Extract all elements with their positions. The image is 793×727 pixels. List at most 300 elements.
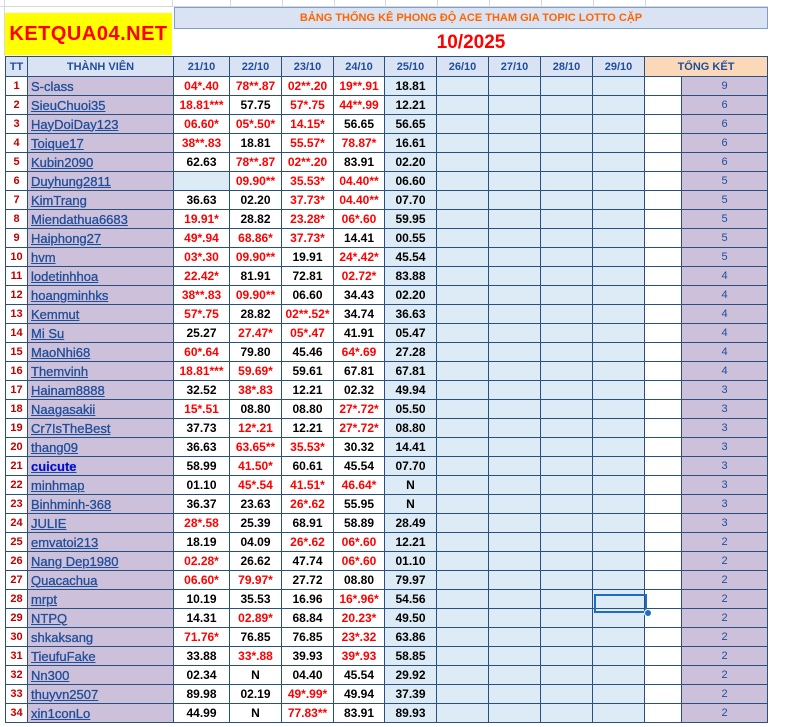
result-cell[interactable]: 59.61	[282, 362, 334, 381]
empty-result-cell[interactable]	[541, 286, 593, 305]
result-cell[interactable]: 36.63	[385, 305, 437, 324]
header-date[interactable]: 23/10	[282, 57, 334, 77]
row-number-cell[interactable]: 24	[6, 514, 28, 533]
result-cell[interactable]: 37.73*	[282, 229, 334, 248]
total-cell[interactable]: 3	[682, 457, 768, 476]
header-date[interactable]: 21/10	[174, 57, 230, 77]
empty-result-cell[interactable]	[489, 457, 541, 476]
result-cell[interactable]: 55.95	[334, 495, 385, 514]
result-cell[interactable]: 02**.20	[282, 77, 334, 96]
empty-result-cell[interactable]	[593, 685, 645, 704]
result-cell[interactable]: 02.20	[230, 191, 282, 210]
empty-result-cell[interactable]	[489, 552, 541, 571]
member-name-cell[interactable]: Binhminh-368	[28, 495, 174, 514]
result-cell[interactable]: 68.84	[282, 609, 334, 628]
result-cell[interactable]: 83.88	[385, 267, 437, 286]
result-cell[interactable]: 49.94	[385, 381, 437, 400]
result-cell[interactable]: 02.28*	[174, 552, 230, 571]
result-cell[interactable]: 16.61	[385, 134, 437, 153]
result-cell[interactable]: 35.53*	[282, 172, 334, 191]
empty-result-cell[interactable]	[593, 134, 645, 153]
row-number-cell[interactable]: 8	[6, 210, 28, 229]
row-number-cell[interactable]: 22	[6, 476, 28, 495]
member-name-cell[interactable]: Duyhung2811	[28, 172, 174, 191]
result-cell[interactable]: 57.75	[230, 96, 282, 115]
header-tt[interactable]: TT	[6, 57, 28, 77]
empty-result-cell[interactable]	[437, 666, 489, 685]
result-cell[interactable]: 33*.88	[230, 647, 282, 666]
result-cell[interactable]: 26*.62	[282, 533, 334, 552]
result-cell[interactable]: 02.19	[230, 685, 282, 704]
member-name-cell[interactable]: Nn300	[28, 666, 174, 685]
spacer-cell[interactable]	[645, 533, 682, 552]
empty-result-cell[interactable]	[489, 248, 541, 267]
spacer-cell[interactable]	[645, 495, 682, 514]
total-cell[interactable]: 5	[682, 210, 768, 229]
total-cell[interactable]: 4	[682, 305, 768, 324]
total-cell[interactable]: 5	[682, 248, 768, 267]
result-cell[interactable]: 79.80	[230, 343, 282, 362]
spacer-cell[interactable]	[645, 628, 682, 647]
result-cell[interactable]: 45.54	[334, 666, 385, 685]
member-name-cell[interactable]: S-class	[28, 77, 174, 96]
empty-result-cell[interactable]	[437, 704, 489, 723]
empty-result-cell[interactable]	[593, 381, 645, 400]
result-cell[interactable]: 14.41	[334, 229, 385, 248]
row-number-cell[interactable]: 12	[6, 286, 28, 305]
row-number-cell[interactable]: 7	[6, 191, 28, 210]
empty-result-cell[interactable]	[593, 229, 645, 248]
member-name-cell[interactable]: shkaksang	[28, 628, 174, 647]
spacer-cell[interactable]	[645, 134, 682, 153]
result-cell[interactable]: N	[230, 704, 282, 723]
result-cell[interactable]: 05*.50*	[230, 115, 282, 134]
spacer-cell[interactable]	[645, 172, 682, 191]
result-cell[interactable]: 49*.99*	[282, 685, 334, 704]
row-number-cell[interactable]: 25	[6, 533, 28, 552]
result-cell[interactable]: 64*.69	[334, 343, 385, 362]
spacer-cell[interactable]	[645, 552, 682, 571]
result-cell[interactable]: 58.85	[385, 647, 437, 666]
result-cell[interactable]: 28.49	[385, 514, 437, 533]
empty-result-cell[interactable]	[437, 343, 489, 362]
header-date[interactable]: 27/10	[489, 57, 541, 77]
empty-result-cell[interactable]	[593, 419, 645, 438]
result-cell[interactable]: 35.53	[230, 590, 282, 609]
spacer-cell[interactable]	[645, 647, 682, 666]
member-name-cell[interactable]: KimTrang	[28, 191, 174, 210]
row-number-cell[interactable]: 28	[6, 590, 28, 609]
result-cell[interactable]: 89.93	[385, 704, 437, 723]
result-cell[interactable]: 72.81	[282, 267, 334, 286]
total-cell[interactable]: 2	[682, 685, 768, 704]
empty-result-cell[interactable]	[489, 172, 541, 191]
result-cell[interactable]: 67.81	[334, 362, 385, 381]
member-name-cell[interactable]: Themvinh	[28, 362, 174, 381]
empty-result-cell[interactable]	[437, 267, 489, 286]
empty-result-cell[interactable]	[437, 419, 489, 438]
row-number-cell[interactable]: 23	[6, 495, 28, 514]
row-number-cell[interactable]: 4	[6, 134, 28, 153]
result-cell[interactable]: 34.43	[334, 286, 385, 305]
empty-result-cell[interactable]	[437, 362, 489, 381]
result-cell[interactable]: 41.51*	[282, 476, 334, 495]
row-number-cell[interactable]: 9	[6, 229, 28, 248]
spacer-cell[interactable]	[645, 476, 682, 495]
empty-result-cell[interactable]	[437, 590, 489, 609]
spacer-cell[interactable]	[645, 229, 682, 248]
spacer-cell[interactable]	[645, 267, 682, 286]
empty-result-cell[interactable]	[437, 609, 489, 628]
result-cell[interactable]: 01.10	[385, 552, 437, 571]
result-cell[interactable]: 28.82	[230, 210, 282, 229]
result-cell[interactable]: 08.80	[334, 571, 385, 590]
member-name-cell[interactable]: JULIE	[28, 514, 174, 533]
total-cell[interactable]: 5	[682, 229, 768, 248]
spacer-cell[interactable]	[645, 457, 682, 476]
empty-result-cell[interactable]	[541, 590, 593, 609]
member-name-cell[interactable]: thuyvn2507	[28, 685, 174, 704]
empty-result-cell[interactable]	[541, 267, 593, 286]
result-cell[interactable]: 45*.54	[230, 476, 282, 495]
empty-result-cell[interactable]	[541, 324, 593, 343]
total-cell[interactable]: 2	[682, 609, 768, 628]
member-name-cell[interactable]: NTPQ	[28, 609, 174, 628]
total-cell[interactable]: 3	[682, 419, 768, 438]
row-number-cell[interactable]: 19	[6, 419, 28, 438]
result-cell[interactable]: 25.27	[174, 324, 230, 343]
result-cell[interactable]: 14.31	[174, 609, 230, 628]
fill-handle[interactable]	[644, 609, 652, 617]
spacer-cell[interactable]	[645, 514, 682, 533]
result-cell[interactable]: 02.20	[385, 153, 437, 172]
result-cell[interactable]: 04.40**	[334, 191, 385, 210]
result-cell[interactable]: 63.65**	[230, 438, 282, 457]
result-cell[interactable]: 37.73*	[282, 191, 334, 210]
row-number-cell[interactable]: 17	[6, 381, 28, 400]
result-cell[interactable]: 23*.32	[334, 628, 385, 647]
member-name-cell[interactable]: SieuChuoi35	[28, 96, 174, 115]
spacer-cell[interactable]	[645, 438, 682, 457]
spacer-cell[interactable]	[645, 400, 682, 419]
empty-result-cell[interactable]	[593, 400, 645, 419]
result-cell[interactable]: 07.70	[385, 191, 437, 210]
member-name-cell[interactable]: Naagasakii	[28, 400, 174, 419]
result-cell[interactable]: 25.39	[230, 514, 282, 533]
result-cell[interactable]: 79.97*	[230, 571, 282, 590]
result-cell[interactable]: 22.42*	[174, 267, 230, 286]
result-cell[interactable]: 18.81	[385, 77, 437, 96]
result-cell[interactable]: 05.50	[385, 400, 437, 419]
result-cell[interactable]: 19.91	[282, 248, 334, 267]
result-cell[interactable]: 78**.87	[230, 153, 282, 172]
result-cell[interactable]: 27.47*	[230, 324, 282, 343]
result-cell[interactable]: N	[230, 666, 282, 685]
header-date[interactable]: 24/10	[334, 57, 385, 77]
total-cell[interactable]: 3	[682, 400, 768, 419]
result-cell[interactable]: N	[385, 476, 437, 495]
total-cell[interactable]: 4	[682, 343, 768, 362]
member-name-cell[interactable]: TieufuFake	[28, 647, 174, 666]
empty-result-cell[interactable]	[489, 628, 541, 647]
total-cell[interactable]: 3	[682, 514, 768, 533]
row-number-cell[interactable]: 31	[6, 647, 28, 666]
result-cell[interactable]: 49.50	[385, 609, 437, 628]
member-name-cell[interactable]: Haiphong27	[28, 229, 174, 248]
empty-result-cell[interactable]	[489, 324, 541, 343]
result-cell[interactable]: 30.32	[334, 438, 385, 457]
empty-result-cell[interactable]	[437, 191, 489, 210]
empty-result-cell[interactable]	[593, 571, 645, 590]
result-cell[interactable]: 04.40**	[334, 172, 385, 191]
empty-result-cell[interactable]	[489, 647, 541, 666]
total-cell[interactable]: 2	[682, 571, 768, 590]
row-number-cell[interactable]: 10	[6, 248, 28, 267]
result-cell[interactable]: 33.88	[174, 647, 230, 666]
result-cell[interactable]: 08.80	[385, 419, 437, 438]
result-cell[interactable]: 18.19	[174, 533, 230, 552]
row-number-cell[interactable]: 27	[6, 571, 28, 590]
empty-result-cell[interactable]	[437, 571, 489, 590]
result-cell[interactable]: 71.76*	[174, 628, 230, 647]
result-cell[interactable]: 41.50*	[230, 457, 282, 476]
spacer-cell[interactable]	[645, 571, 682, 590]
spacer-cell[interactable]	[645, 419, 682, 438]
result-cell[interactable]: 14.15*	[282, 115, 334, 134]
total-cell[interactable]: 5	[682, 172, 768, 191]
total-cell[interactable]: 3	[682, 381, 768, 400]
empty-result-cell[interactable]	[541, 685, 593, 704]
empty-result-cell[interactable]	[593, 115, 645, 134]
result-cell[interactable]: 59.69*	[230, 362, 282, 381]
result-cell[interactable]: 79.97	[385, 571, 437, 590]
empty-result-cell[interactable]	[541, 647, 593, 666]
row-number-cell[interactable]: 26	[6, 552, 28, 571]
empty-result-cell[interactable]	[437, 400, 489, 419]
empty-result-cell[interactable]	[593, 647, 645, 666]
header-total[interactable]: TỔNG KẾT	[645, 57, 768, 77]
member-name-cell[interactable]: Toique17	[28, 134, 174, 153]
empty-result-cell[interactable]	[437, 495, 489, 514]
result-cell[interactable]: 76.85	[230, 628, 282, 647]
empty-result-cell[interactable]	[489, 495, 541, 514]
empty-result-cell[interactable]	[489, 134, 541, 153]
result-cell[interactable]: N	[385, 495, 437, 514]
empty-result-cell[interactable]	[437, 476, 489, 495]
empty-result-cell[interactable]	[541, 191, 593, 210]
empty-result-cell[interactable]	[593, 210, 645, 229]
result-cell[interactable]: 20.23*	[334, 609, 385, 628]
spacer-cell[interactable]	[645, 381, 682, 400]
member-name-cell[interactable]: xin1conLo	[28, 704, 174, 723]
spacer-cell[interactable]	[645, 96, 682, 115]
empty-result-cell[interactable]	[437, 381, 489, 400]
empty-result-cell[interactable]	[541, 704, 593, 723]
empty-result-cell[interactable]	[489, 96, 541, 115]
empty-result-cell[interactable]	[489, 704, 541, 723]
total-cell[interactable]: 4	[682, 324, 768, 343]
empty-result-cell[interactable]	[593, 172, 645, 191]
result-cell[interactable]: 23.63	[230, 495, 282, 514]
result-cell[interactable]: 29.92	[385, 666, 437, 685]
empty-result-cell[interactable]	[489, 666, 541, 685]
result-cell[interactable]: 24*.42*	[334, 248, 385, 267]
result-cell[interactable]: 62.63	[174, 153, 230, 172]
empty-result-cell[interactable]	[541, 305, 593, 324]
member-name-cell[interactable]: cuicute	[28, 457, 174, 476]
row-number-cell[interactable]: 1	[6, 77, 28, 96]
result-cell[interactable]: 58.89	[334, 514, 385, 533]
header-date[interactable]: 25/10	[385, 57, 437, 77]
empty-result-cell[interactable]	[541, 400, 593, 419]
empty-result-cell[interactable]	[489, 229, 541, 248]
result-cell[interactable]: 10.19	[174, 590, 230, 609]
empty-result-cell[interactable]	[593, 590, 645, 609]
result-cell[interactable]: 67.81	[385, 362, 437, 381]
result-cell[interactable]: 04.40	[282, 666, 334, 685]
spacer-cell[interactable]	[645, 191, 682, 210]
empty-result-cell[interactable]	[593, 609, 645, 628]
empty-result-cell[interactable]	[541, 343, 593, 362]
empty-result-cell[interactable]	[593, 704, 645, 723]
empty-result-cell[interactable]	[489, 286, 541, 305]
member-name-cell[interactable]: Kemmut	[28, 305, 174, 324]
row-number-cell[interactable]: 29	[6, 609, 28, 628]
empty-result-cell[interactable]	[489, 533, 541, 552]
empty-result-cell[interactable]	[489, 77, 541, 96]
result-cell[interactable]: 44.99	[174, 704, 230, 723]
empty-result-cell[interactable]	[489, 115, 541, 134]
result-cell[interactable]: 14.41	[385, 438, 437, 457]
member-name-cell[interactable]: Kubin2090	[28, 153, 174, 172]
total-cell[interactable]: 4	[682, 267, 768, 286]
row-number-cell[interactable]: 21	[6, 457, 28, 476]
empty-result-cell[interactable]	[489, 305, 541, 324]
sheet-month[interactable]: 10/2025	[436, 32, 506, 53]
result-cell[interactable]: 04*.40	[174, 77, 230, 96]
result-cell[interactable]: 18.81***	[174, 96, 230, 115]
result-cell[interactable]: 45.54	[385, 248, 437, 267]
empty-result-cell[interactable]	[593, 267, 645, 286]
total-cell[interactable]: 6	[682, 96, 768, 115]
result-cell[interactable]: 60*.64	[174, 343, 230, 362]
empty-result-cell[interactable]	[541, 419, 593, 438]
empty-result-cell[interactable]	[489, 438, 541, 457]
result-cell[interactable]: 12.21	[282, 419, 334, 438]
result-cell[interactable]: 49.94	[334, 685, 385, 704]
empty-result-cell[interactable]	[489, 381, 541, 400]
empty-result-cell[interactable]	[541, 533, 593, 552]
total-cell[interactable]: 3	[682, 438, 768, 457]
result-cell[interactable]: 47.74	[282, 552, 334, 571]
empty-result-cell[interactable]	[541, 666, 593, 685]
result-cell[interactable]: 28*.58	[174, 514, 230, 533]
result-cell[interactable]: 19.91*	[174, 210, 230, 229]
empty-result-cell[interactable]	[437, 153, 489, 172]
result-cell[interactable]: 15*.51	[174, 400, 230, 419]
empty-result-cell[interactable]	[593, 438, 645, 457]
result-cell[interactable]: 36.37	[174, 495, 230, 514]
result-cell[interactable]: 09.90**	[230, 172, 282, 191]
row-number-cell[interactable]: 6	[6, 172, 28, 191]
empty-result-cell[interactable]	[593, 343, 645, 362]
row-number-cell[interactable]: 5	[6, 153, 28, 172]
empty-result-cell[interactable]	[437, 628, 489, 647]
result-cell[interactable]: 78.87*	[334, 134, 385, 153]
total-cell[interactable]: 4	[682, 286, 768, 305]
result-cell[interactable]: 12*.21	[230, 419, 282, 438]
result-cell[interactable]: 02.34	[174, 666, 230, 685]
spacer-cell[interactable]	[645, 248, 682, 267]
result-cell[interactable]: 00.55	[385, 229, 437, 248]
row-number-cell[interactable]: 20	[6, 438, 28, 457]
result-cell[interactable]: 39*.93	[334, 647, 385, 666]
member-name-cell[interactable]: hvm	[28, 248, 174, 267]
result-cell[interactable]: 56.65	[385, 115, 437, 134]
empty-result-cell[interactable]	[437, 438, 489, 457]
row-number-cell[interactable]: 13	[6, 305, 28, 324]
empty-result-cell[interactable]	[541, 495, 593, 514]
result-cell[interactable]: 12.21	[385, 533, 437, 552]
empty-result-cell[interactable]	[489, 343, 541, 362]
empty-result-cell[interactable]	[593, 457, 645, 476]
empty-result-cell[interactable]	[593, 248, 645, 267]
row-number-cell[interactable]: 33	[6, 685, 28, 704]
result-cell[interactable]: 03*.30	[174, 248, 230, 267]
sheet-title[interactable]: BẢNG THỐNG KÊ PHONG ĐỘ ACE THAM GIA TOPIC LOTTO CẶP	[174, 7, 768, 29]
header-member[interactable]: THÀNH VIÊN	[28, 57, 174, 77]
header-date[interactable]: 29/10	[593, 57, 645, 77]
result-cell[interactable]: 12.21	[385, 96, 437, 115]
result-cell[interactable]: 23.28*	[282, 210, 334, 229]
result-cell[interactable]: 36.63	[174, 438, 230, 457]
empty-result-cell[interactable]	[437, 229, 489, 248]
result-cell[interactable]: 06.60	[282, 286, 334, 305]
result-cell[interactable]: 76.85	[282, 628, 334, 647]
header-date[interactable]: 26/10	[437, 57, 489, 77]
empty-result-cell[interactable]	[437, 96, 489, 115]
result-cell[interactable]: 19**.91	[334, 77, 385, 96]
result-cell[interactable]: 06*.60	[334, 533, 385, 552]
result-cell[interactable]: 38**.83	[174, 134, 230, 153]
result-cell[interactable]: 77.83**	[282, 704, 334, 723]
spacer-cell[interactable]	[645, 324, 682, 343]
empty-result-cell[interactable]	[541, 476, 593, 495]
empty-result-cell[interactable]	[593, 96, 645, 115]
spacer-cell[interactable]	[645, 77, 682, 96]
result-cell[interactable]: 12.21	[282, 381, 334, 400]
result-cell[interactable]: 32.52	[174, 381, 230, 400]
empty-result-cell[interactable]	[437, 533, 489, 552]
row-number-cell[interactable]: 30	[6, 628, 28, 647]
result-cell[interactable]: 60.61	[282, 457, 334, 476]
empty-result-cell[interactable]	[489, 267, 541, 286]
result-cell[interactable]: 02.20	[385, 286, 437, 305]
result-cell[interactable]: 06*.60	[334, 552, 385, 571]
spacer-cell[interactable]	[645, 286, 682, 305]
member-name-cell[interactable]: Nang Dep1980	[28, 552, 174, 571]
result-cell[interactable]: 38**.83	[174, 286, 230, 305]
header-date[interactable]: 28/10	[541, 57, 593, 77]
total-cell[interactable]: 6	[682, 115, 768, 134]
spacer-cell[interactable]	[645, 704, 682, 723]
result-cell[interactable]: 68.86*	[230, 229, 282, 248]
empty-result-cell[interactable]	[593, 362, 645, 381]
row-number-cell[interactable]: 16	[6, 362, 28, 381]
empty-result-cell[interactable]	[541, 552, 593, 571]
result-cell[interactable]: 37.39	[385, 685, 437, 704]
result-cell[interactable]: 09.90**	[230, 248, 282, 267]
